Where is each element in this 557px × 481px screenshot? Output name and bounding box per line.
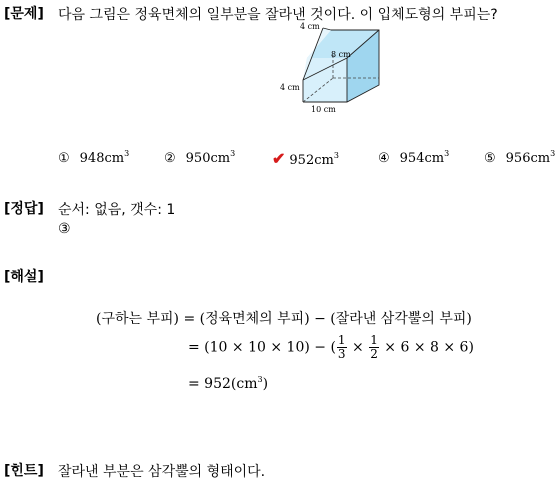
fraction-one-third: [337, 334, 347, 361]
problem-text: 다음 그림은 정육면체의 일부분을 잘라낸 것이다. 이 입체도형의 부피는?: [58, 7, 498, 23]
hint-label: [힌트]: [4, 463, 44, 479]
choice-1-value: 948cm: [79, 151, 125, 166]
choice-5-exp: 3: [550, 149, 556, 158]
label-diag: 8 cm: [331, 50, 351, 59]
choice-4-value: 954cm: [399, 151, 445, 166]
choice-1-exp: 3: [124, 149, 130, 158]
explanation-line-2: [188, 334, 474, 361]
problem-label: [문제]: [4, 6, 44, 22]
result-exp: 3: [257, 375, 263, 384]
choice-3-value: 952cm: [289, 153, 334, 168]
expr-part-a: = (10 × 10 × 10) − (: [188, 339, 336, 356]
choice-4-exp: 3: [444, 149, 450, 158]
label-bottom: 10 cm: [311, 105, 336, 114]
choice-5-value: 956cm: [505, 151, 551, 166]
expr-part-b: × 6 × 8 × 6): [384, 339, 474, 356]
answer-label: [정답]: [4, 201, 44, 217]
result-value: = 952(cm: [188, 376, 258, 392]
checkmark-icon: ✔: [272, 149, 286, 168]
fraction-numerator: 1: [370, 333, 378, 347]
choice-4-marker: ④: [378, 151, 390, 166]
choice-2-marker: ②: [164, 151, 176, 166]
fraction-numerator: 1: [337, 333, 346, 347]
truncated-cube-figure: [279, 20, 389, 116]
result-close: ): [262, 376, 269, 392]
fraction-one-half: [369, 334, 379, 361]
choice-2-value: 950cm: [185, 151, 231, 166]
times-sign: ×: [352, 339, 364, 356]
choice-5-marker: ⑤: [484, 151, 496, 166]
fraction-denominator: 3: [337, 347, 346, 361]
answer-line-1: 순서: 없음, 갯수: 1: [58, 202, 176, 218]
label-left: 4 cm: [280, 83, 300, 92]
hint-text: 잘라낸 부분은 삼각뿔의 형태이다.: [58, 464, 266, 480]
explanation-line-3: [188, 375, 268, 392]
choice-3-exp: 3: [333, 151, 339, 160]
label-top: 4 cm: [300, 22, 320, 31]
choice-2-exp: 3: [230, 149, 236, 158]
answer-line-2: ③: [58, 221, 71, 237]
front-face: [303, 58, 347, 102]
fraction-denominator: 2: [370, 347, 378, 361]
choices-row: [58, 149, 557, 169]
explanation-line-1: (구하는 부피) = (정육면체의 부피) − (잘라낸 삼각뿔의 부피): [96, 311, 472, 327]
choice-2[interactable]: [164, 149, 235, 166]
choice-1[interactable]: [58, 149, 129, 166]
explanation-label: [해설]: [4, 269, 44, 285]
choice-3[interactable]: [272, 149, 339, 168]
choice-4[interactable]: [378, 149, 449, 166]
choice-5[interactable]: [484, 149, 555, 166]
choice-1-marker: ①: [58, 151, 70, 166]
